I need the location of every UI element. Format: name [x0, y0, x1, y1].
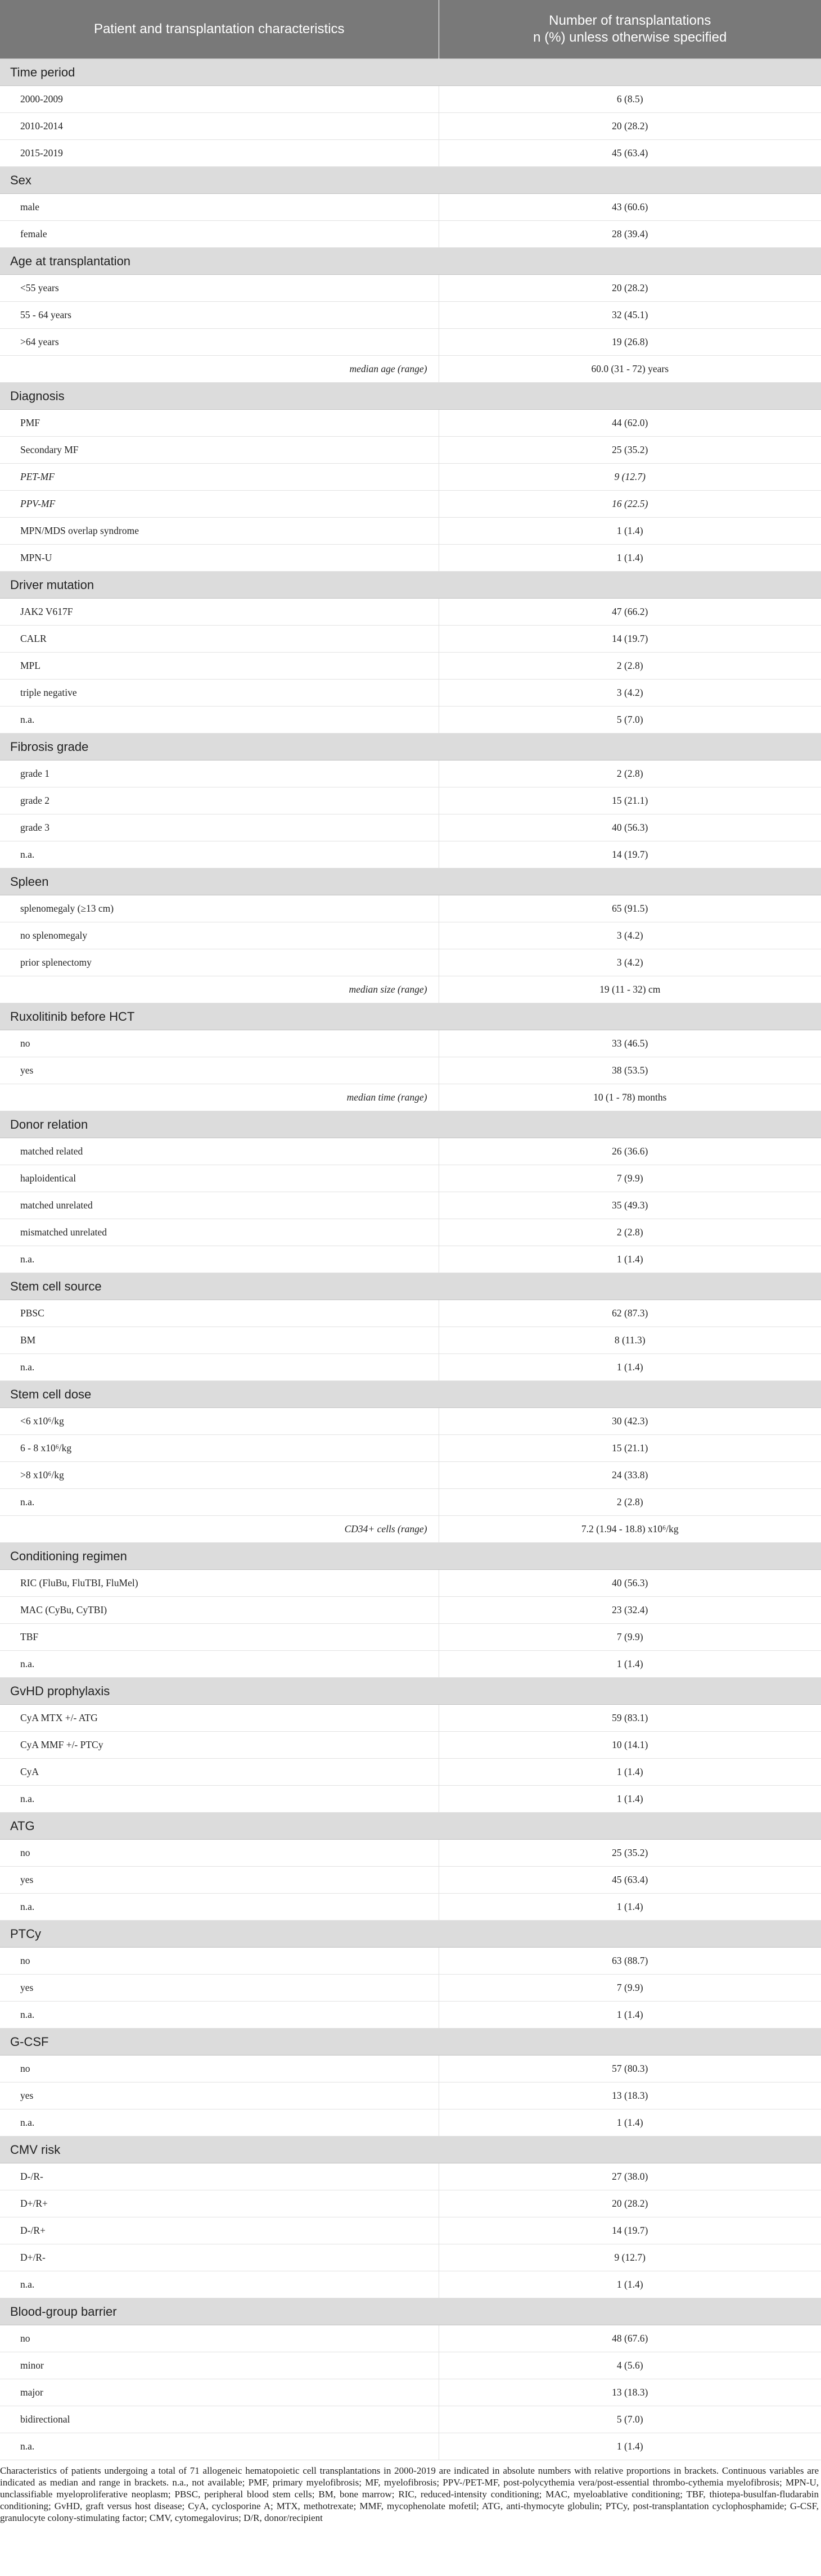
row-value: 1 (1.4) [439, 1894, 821, 1921]
row-label: CyA [0, 1759, 439, 1786]
row-label: bidirectional [0, 2406, 439, 2433]
section-title: Ruxolitinib before HCT [0, 1003, 821, 1030]
row-label: female [0, 221, 439, 248]
row-value: 32 (45.1) [439, 302, 821, 329]
section-title: Driver mutation [0, 572, 821, 599]
table-row [0, 491, 821, 518]
table-row [0, 1084, 821, 1111]
row-label: BM [0, 1327, 439, 1354]
table-row [0, 1246, 821, 1273]
row-value: 19 (26.8) [439, 329, 821, 356]
row-value: 16 (22.5) [439, 491, 821, 518]
section-header-row [0, 2298, 821, 2325]
row-label: no [0, 1948, 439, 1975]
row-value: 40 (56.3) [439, 1570, 821, 1597]
row-value: 24 (33.8) [439, 1462, 821, 1489]
row-value: 19 (11 - 32) cm [439, 976, 821, 1003]
row-label: n.a. [0, 1894, 439, 1921]
row-label: 2010-2014 [0, 113, 439, 140]
row-value: 45 (63.4) [439, 1867, 821, 1894]
row-label: male [0, 194, 439, 221]
row-value: 44 (62.0) [439, 410, 821, 437]
row-label: 2000-2009 [0, 86, 439, 113]
section-header-row [0, 59, 821, 86]
table-row [0, 2082, 821, 2109]
table-row [0, 814, 821, 841]
section-title: Sex [0, 167, 821, 194]
row-label: D-/R+ [0, 2217, 439, 2244]
table-row [0, 841, 821, 868]
table-body [0, 59, 821, 2460]
row-label: n.a. [0, 2002, 439, 2029]
row-value: 59 (83.1) [439, 1705, 821, 1732]
row-value: 13 (18.3) [439, 2379, 821, 2406]
row-label: RIC (FluBu, FluTBI, FluMel) [0, 1570, 439, 1597]
row-label: yes [0, 2082, 439, 2109]
row-value: 1 (1.4) [439, 545, 821, 572]
row-label: n.a. [0, 841, 439, 868]
row-label: MPN-U [0, 545, 439, 572]
table-row [0, 626, 821, 653]
table-row [0, 1894, 821, 1921]
row-value: 1 (1.4) [439, 2271, 821, 2298]
row-label: CALR [0, 626, 439, 653]
row-label: D+/R- [0, 2244, 439, 2271]
section-title: GvHD prophylaxis [0, 1678, 821, 1705]
table-row [0, 1354, 821, 1381]
section-title: G-CSF [0, 2029, 821, 2056]
row-label: splenomegaly (≥13 cm) [0, 895, 439, 922]
row-value: 45 (63.4) [439, 140, 821, 167]
table-row [0, 140, 821, 167]
table-row [0, 599, 821, 626]
table-row [0, 356, 821, 383]
row-value: 15 (21.1) [439, 1435, 821, 1462]
row-label: 55 - 64 years [0, 302, 439, 329]
row-value: 7 (9.9) [439, 1165, 821, 1192]
table-row [0, 2352, 821, 2379]
row-label: PMF [0, 410, 439, 437]
section-title: CMV risk [0, 2136, 821, 2163]
row-label: CyA MMF +/- PTCy [0, 1732, 439, 1759]
table-row [0, 1192, 821, 1219]
row-label: triple negative [0, 680, 439, 707]
section-header-row [0, 572, 821, 599]
section-title: Donor relation [0, 1111, 821, 1138]
row-label: PPV-MF [0, 491, 439, 518]
section-title: Fibrosis grade [0, 734, 821, 760]
table-row [0, 1651, 821, 1678]
section-header-row [0, 383, 821, 410]
table-row [0, 1435, 821, 1462]
table-row [0, 2433, 821, 2460]
row-value: 5 (7.0) [439, 707, 821, 734]
table-row [0, 1057, 821, 1084]
table-row [0, 1624, 821, 1651]
table-row [0, 2056, 821, 2082]
section-title: Blood-group barrier [0, 2298, 821, 2325]
row-value: 60.0 (31 - 72) years [439, 356, 821, 383]
row-value: 3 (4.2) [439, 680, 821, 707]
row-label: no [0, 1030, 439, 1057]
row-label: <55 years [0, 275, 439, 302]
row-label: haploidentical [0, 1165, 439, 1192]
table-row [0, 2217, 821, 2244]
row-label: n.a. [0, 2433, 439, 2460]
row-value: 8 (11.3) [439, 1327, 821, 1354]
table-row [0, 1408, 821, 1435]
table-row [0, 2002, 821, 2029]
section-header-row [0, 1273, 821, 1300]
section-title: PTCy [0, 1921, 821, 1948]
table-row [0, 1516, 821, 1543]
row-value: 13 (18.3) [439, 2082, 821, 2109]
row-value: 57 (80.3) [439, 2056, 821, 2082]
row-label: n.a. [0, 2109, 439, 2136]
section-title: Stem cell dose [0, 1381, 821, 1408]
row-label: mismatched unrelated [0, 1219, 439, 1246]
section-header-row [0, 734, 821, 760]
section-header-row [0, 868, 821, 895]
table-row [0, 1489, 821, 1516]
section-header-row [0, 1543, 821, 1570]
row-value: 10 (1 - 78) months [439, 1084, 821, 1111]
section-title: Conditioning regimen [0, 1543, 821, 1570]
row-value: 10 (14.1) [439, 1732, 821, 1759]
row-label: n.a. [0, 1354, 439, 1381]
row-value: 40 (56.3) [439, 814, 821, 841]
table-row [0, 221, 821, 248]
section-header-row [0, 1921, 821, 1948]
table-row [0, 1759, 821, 1786]
row-value: 30 (42.3) [439, 1408, 821, 1435]
table-row [0, 275, 821, 302]
table-row [0, 1732, 821, 1759]
row-label: CyA MTX +/- ATG [0, 1705, 439, 1732]
section-header-row [0, 167, 821, 194]
row-label: n.a. [0, 2271, 439, 2298]
section-header-row [0, 1111, 821, 1138]
row-value: 48 (67.6) [439, 2325, 821, 2352]
row-value: 1 (1.4) [439, 2433, 821, 2460]
table-row [0, 1327, 821, 1354]
section-header-row [0, 1678, 821, 1705]
row-value: 9 (12.7) [439, 464, 821, 491]
table-row [0, 1948, 821, 1975]
table-row [0, 976, 821, 1003]
row-label: n.a. [0, 707, 439, 734]
row-label: MAC (CyBu, CyTBI) [0, 1597, 439, 1624]
row-label: n.a. [0, 1489, 439, 1516]
section-header-row [0, 1381, 821, 1408]
table-row [0, 1030, 821, 1057]
table-row [0, 1786, 821, 1813]
table-row [0, 437, 821, 464]
row-value: 43 (60.6) [439, 194, 821, 221]
header-number-line1: Number of transplantations [549, 13, 711, 28]
section-title: Stem cell source [0, 1273, 821, 1300]
table-row [0, 760, 821, 787]
row-label: matched related [0, 1138, 439, 1165]
summary-label: CD34+ cells (range) [0, 1516, 439, 1543]
table-row [0, 1597, 821, 1624]
section-title: Diagnosis [0, 383, 821, 410]
row-label: n.a. [0, 1651, 439, 1678]
row-value: 28 (39.4) [439, 221, 821, 248]
table-footnote: Characteristics of patients undergoing a total of 71 allogeneic hematopoietic cell transplantations in 2000-2019 are indicated in absolute numbers with relative proportions in brackets. Continuous variables are indicated as median and range in brackets. n.a., not available; PMF, primary myelofibrosis; MF, myelofibrosis; PPV-/PET-MF, post-polycythemia vera/post-essential thrombo-cythemia myelofibrosis; MPN-U, unclassifiable myeloproliferative neoplasm; PBSC, peripheral blood stem cells; BM, bone marrow; RIC, reduced-intensity conditioning; MAC, myeloablative conditioning; TBF, thiotepa-busulfan-fludarabin conditioning; GvHD, graft versus host disease; CyA, cyclosporine A; MTX, methotrexate; MMF, mycophenolate mofetil; ATG, anti-thymocyte globulin; PTCy, post-transplantation cyclophosphamide; G-CSF, granulocyte colony-stimulating factor; CMV, cytomegalovirus; D/R, donor/recipient [0, 2465, 819, 2523]
row-value: 14 (19.7) [439, 2217, 821, 2244]
row-value: 25 (35.2) [439, 1840, 821, 1867]
table-row [0, 2406, 821, 2433]
row-label: TBF [0, 1624, 439, 1651]
table-row [0, 2271, 821, 2298]
row-value: 1 (1.4) [439, 2109, 821, 2136]
row-value: 26 (36.6) [439, 1138, 821, 1165]
row-value: 23 (32.4) [439, 1597, 821, 1624]
table-header-row [0, 0, 821, 59]
row-value: 63 (88.7) [439, 1948, 821, 1975]
table-row [0, 518, 821, 545]
table-row [0, 1570, 821, 1597]
table-row [0, 1165, 821, 1192]
row-label: 6 - 8 x10⁶/kg [0, 1435, 439, 1462]
row-value: 2 (2.8) [439, 760, 821, 787]
row-label: >64 years [0, 329, 439, 356]
row-value: 62 (87.3) [439, 1300, 821, 1327]
table-row [0, 1975, 821, 2002]
row-label: n.a. [0, 1246, 439, 1273]
header-number-line2: n (%) unless otherwise specified [533, 30, 727, 45]
row-label: D-/R- [0, 2163, 439, 2190]
table-row [0, 680, 821, 707]
row-value: 38 (53.5) [439, 1057, 821, 1084]
row-value: 2 (2.8) [439, 1489, 821, 1516]
row-value: 1 (1.4) [439, 1786, 821, 1813]
table-row [0, 2325, 821, 2352]
table-row [0, 2163, 821, 2190]
row-value: 33 (46.5) [439, 1030, 821, 1057]
table-row [0, 329, 821, 356]
row-value: 25 (35.2) [439, 437, 821, 464]
row-label: no [0, 2325, 439, 2352]
row-value: 2 (2.8) [439, 1219, 821, 1246]
row-label: Secondary MF [0, 437, 439, 464]
table-row [0, 1705, 821, 1732]
row-label: >8 x10⁶/kg [0, 1462, 439, 1489]
row-label: grade 1 [0, 760, 439, 787]
table-row [0, 707, 821, 734]
table-row [0, 2244, 821, 2271]
row-value: 7 (9.9) [439, 1624, 821, 1651]
row-value: 1 (1.4) [439, 1759, 821, 1786]
row-label: n.a. [0, 1786, 439, 1813]
table-row [0, 922, 821, 949]
row-value: 47 (66.2) [439, 599, 821, 626]
table-row [0, 1138, 821, 1165]
row-value: 6 (8.5) [439, 86, 821, 113]
table-row [0, 86, 821, 113]
row-value: 5 (7.0) [439, 2406, 821, 2433]
row-value: 1 (1.4) [439, 1354, 821, 1381]
row-label: yes [0, 1057, 439, 1084]
table-row [0, 545, 821, 572]
summary-label: median age (range) [0, 356, 439, 383]
section-header-row [0, 1003, 821, 1030]
row-value: 3 (4.2) [439, 922, 821, 949]
row-value: 14 (19.7) [439, 841, 821, 868]
row-label: PBSC [0, 1300, 439, 1327]
table-row [0, 1300, 821, 1327]
table-row [0, 1219, 821, 1246]
row-label: MPN/MDS overlap syndrome [0, 518, 439, 545]
row-value: 20 (28.2) [439, 113, 821, 140]
row-value: 1 (1.4) [439, 1651, 821, 1678]
row-label: grade 3 [0, 814, 439, 841]
row-value: 65 (91.5) [439, 895, 821, 922]
row-label: major [0, 2379, 439, 2406]
table-row [0, 2190, 821, 2217]
table-row [0, 410, 821, 437]
row-value: 2 (2.8) [439, 653, 821, 680]
section-header-row [0, 248, 821, 275]
table-row [0, 653, 821, 680]
row-value: 1 (1.4) [439, 2002, 821, 2029]
table-row [0, 787, 821, 814]
row-label: MPL [0, 653, 439, 680]
row-label: no [0, 2056, 439, 2082]
section-title: Age at transplantation [0, 248, 821, 275]
header-characteristics: Patient and transplantation characteristics [0, 0, 439, 59]
row-label: matched unrelated [0, 1192, 439, 1219]
section-header-row [0, 1813, 821, 1840]
row-value: 35 (49.3) [439, 1192, 821, 1219]
row-label: D+/R+ [0, 2190, 439, 2217]
row-value: 1 (1.4) [439, 518, 821, 545]
row-value: 14 (19.7) [439, 626, 821, 653]
section-title: Spleen [0, 868, 821, 895]
table-row [0, 2379, 821, 2406]
section-header-row [0, 2029, 821, 2056]
row-value: 4 (5.6) [439, 2352, 821, 2379]
row-value: 20 (28.2) [439, 275, 821, 302]
row-label: yes [0, 1867, 439, 1894]
row-value: 15 (21.1) [439, 787, 821, 814]
row-value: 27 (38.0) [439, 2163, 821, 2190]
row-value: 7 (9.9) [439, 1975, 821, 2002]
table-row [0, 464, 821, 491]
section-title: ATG [0, 1813, 821, 1840]
table-row [0, 1867, 821, 1894]
row-label: yes [0, 1975, 439, 2002]
row-label: 2015-2019 [0, 140, 439, 167]
summary-label: median size (range) [0, 976, 439, 1003]
table-row [0, 2109, 821, 2136]
row-label: no splenomegaly [0, 922, 439, 949]
row-label: grade 2 [0, 787, 439, 814]
table-row [0, 194, 821, 221]
row-value: 7.2 (1.94 - 18.8) x10⁶/kg [439, 1516, 821, 1543]
table-row [0, 895, 821, 922]
summary-label: median time (range) [0, 1084, 439, 1111]
table-row [0, 1462, 821, 1489]
table-row [0, 302, 821, 329]
table-row [0, 949, 821, 976]
row-label: JAK2 V617F [0, 599, 439, 626]
row-value: 20 (28.2) [439, 2190, 821, 2217]
row-label: prior splenectomy [0, 949, 439, 976]
table-row [0, 113, 821, 140]
row-label: no [0, 1840, 439, 1867]
section-header-row [0, 2136, 821, 2163]
header-number [439, 0, 821, 59]
table-row [0, 1840, 821, 1867]
row-label: PET-MF [0, 464, 439, 491]
row-value: 1 (1.4) [439, 1246, 821, 1273]
row-label: minor [0, 2352, 439, 2379]
row-value: 3 (4.2) [439, 949, 821, 976]
row-label: <6 x10⁶/kg [0, 1408, 439, 1435]
section-title: Time period [0, 59, 821, 86]
row-value: 9 (12.7) [439, 2244, 821, 2271]
